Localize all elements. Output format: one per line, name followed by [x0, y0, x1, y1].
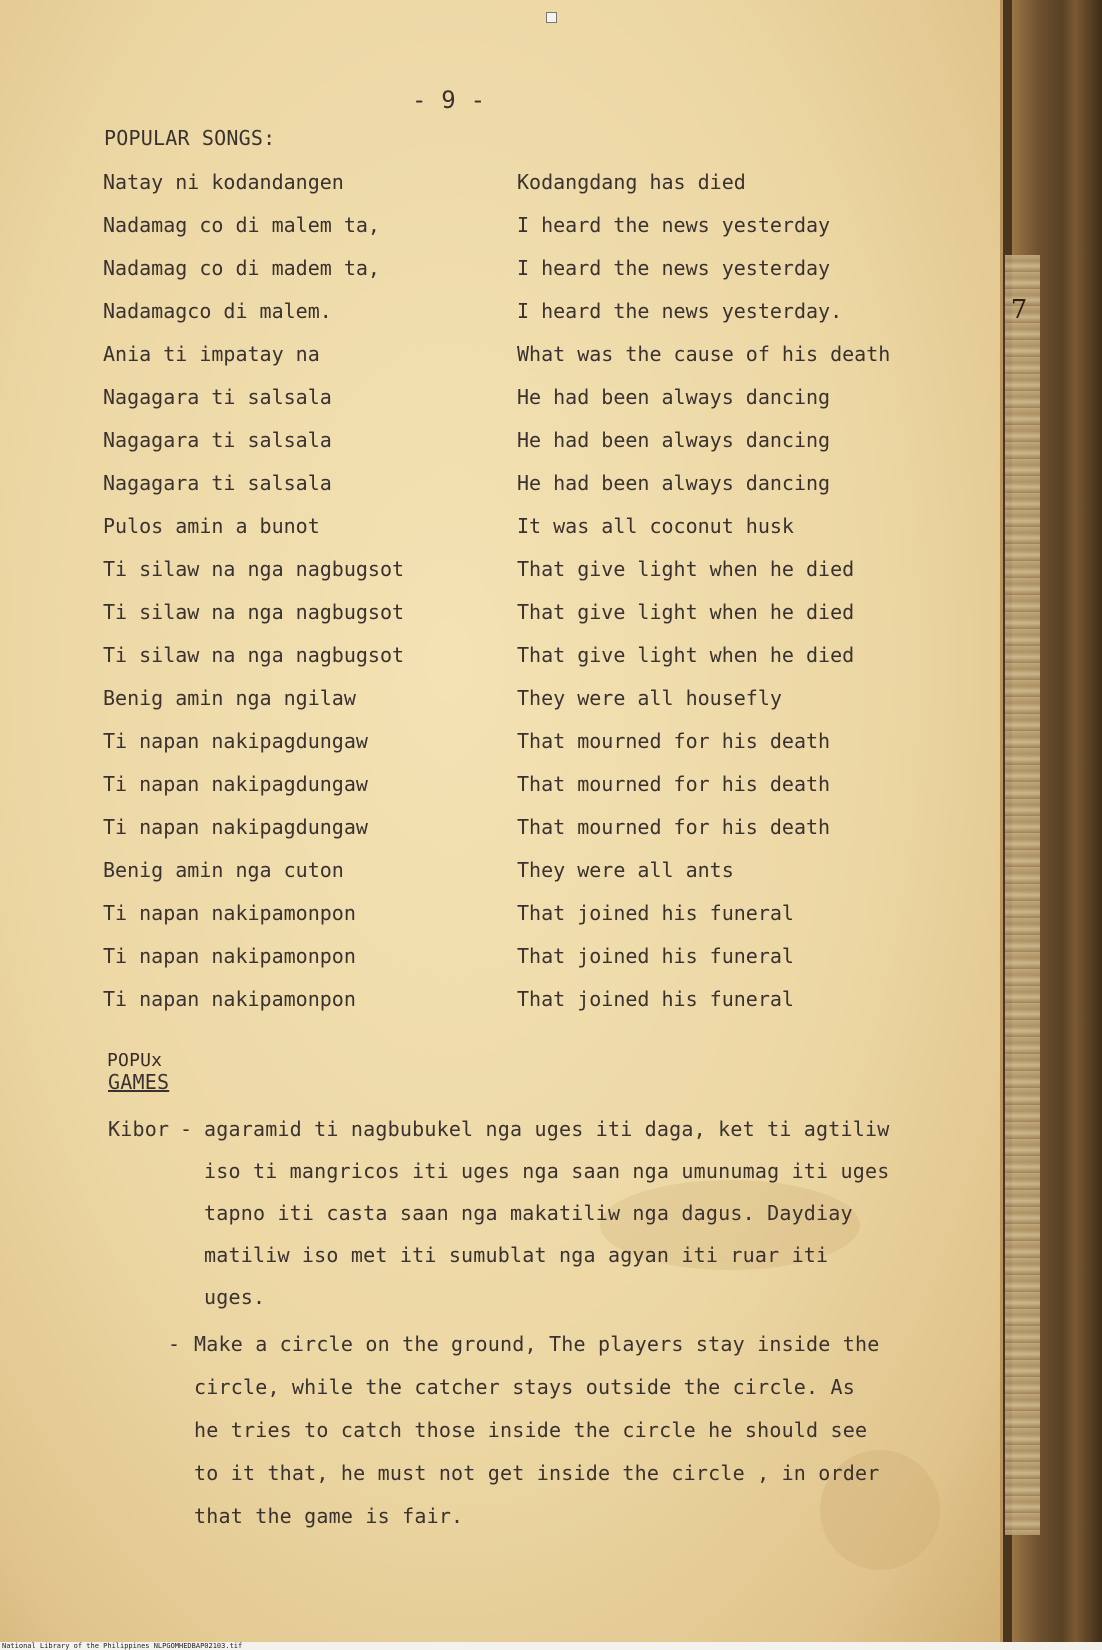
song-line-native: Ti silaw na nga nagbugsot	[103, 600, 405, 624]
song-row	[103, 514, 923, 557]
song-line-english: That give light when he died	[517, 643, 855, 667]
song-line-native: Ti silaw na nga nagbugsot	[103, 557, 405, 581]
song-row	[103, 213, 923, 256]
song-row	[103, 557, 923, 600]
song-line-english: I heard the news yesterday	[517, 213, 831, 237]
song-row	[103, 299, 923, 342]
song-line-native: Ania ti impatay na	[103, 342, 320, 366]
song-line-native: Nadamag co di madem ta,	[103, 256, 380, 280]
song-line-english: That mourned for his death	[517, 815, 831, 839]
song-line-native: Ti napan nakipamonpon	[103, 944, 356, 968]
game-native-line: uges.	[204, 1285, 266, 1309]
song-row	[103, 901, 923, 944]
section-heading: POPULAR SONGS:	[104, 126, 276, 150]
song-line-native: Nagagara ti salsala	[103, 471, 332, 495]
song-row	[103, 428, 923, 471]
song-line-english: They were all housefly	[517, 686, 782, 710]
song-lyrics-table	[103, 170, 923, 1030]
games-heading: GAMES	[108, 1070, 170, 1094]
song-row	[103, 471, 923, 514]
song-row	[103, 342, 923, 385]
song-row	[103, 643, 923, 686]
game-native-line: matiliw iso met iti sumublat nga agyan iti ruar iti	[204, 1243, 829, 1267]
song-line-native: Nadamagco di malem.	[103, 299, 332, 323]
struck-heading: POPUx	[107, 1050, 163, 1071]
song-line-english: That joined his funeral	[517, 944, 794, 968]
song-line-native: Ti napan nakipagdungaw	[103, 815, 368, 839]
song-row	[103, 944, 923, 987]
song-line-english: That joined his funeral	[517, 987, 794, 1011]
game-dash: -	[180, 1117, 193, 1141]
song-line-native: Ti silaw na nga nagbugsot	[103, 643, 405, 667]
game-english-line: he tries to catch those inside the circle he should see	[194, 1418, 868, 1442]
song-line-english: I heard the news yesterday	[517, 256, 831, 280]
song-row	[103, 170, 923, 213]
song-line-native: Ti napan nakipagdungaw	[103, 729, 368, 753]
song-row	[103, 686, 923, 729]
index-tab-label: 7	[1010, 295, 1028, 325]
song-line-english: That give light when he died	[517, 600, 855, 624]
song-line-english: What was the cause of his death	[517, 342, 891, 366]
song-line-english: That joined his funeral	[517, 901, 794, 925]
song-line-english: He had been always dancing	[517, 471, 831, 495]
song-line-native: Benig amin nga cuton	[103, 858, 344, 882]
song-row	[103, 729, 923, 772]
song-row	[103, 815, 923, 858]
song-line-english: He had been always dancing	[517, 428, 831, 452]
game-term: Kibor	[108, 1117, 170, 1141]
song-line-english: It was all coconut husk	[517, 514, 794, 538]
song-line-english: Kodangdang has died	[517, 170, 746, 194]
song-row	[103, 858, 923, 901]
english-dash: -	[168, 1332, 181, 1356]
song-line-english: He had been always dancing	[517, 385, 831, 409]
song-line-native: Nagagara ti salsala	[103, 428, 332, 452]
song-line-native: Pulos amin a bunot	[103, 514, 320, 538]
footer-strip	[0, 1642, 1102, 1650]
game-english-line: that the game is fair.	[194, 1504, 464, 1528]
page-number: - 9 -	[412, 86, 486, 114]
song-line-native: Benig amin nga ngilaw	[103, 686, 356, 710]
song-line-english: I heard the news yesterday.	[517, 299, 843, 323]
game-native-line: agaramid ti nagbubukel nga uges iti daga, ket ti agtiliw	[204, 1117, 890, 1141]
song-row	[103, 385, 923, 428]
song-line-english: That mourned for his death	[517, 772, 831, 796]
song-line-english: That mourned for his death	[517, 729, 831, 753]
game-native-line: iso ti mangricos iti uges nga saan nga umunumag iti uges	[204, 1159, 890, 1183]
song-row	[103, 256, 923, 299]
song-line-native: Natay ni kodandangen	[103, 170, 344, 194]
game-english-line: to it that, he must not get inside the circle , in order	[194, 1461, 880, 1485]
song-line-native: Ti napan nakipagdungaw	[103, 772, 368, 796]
song-line-english: That give light when he died	[517, 557, 855, 581]
song-line-native: Ti napan nakipamonpon	[103, 901, 356, 925]
song-line-english: They were all ants	[517, 858, 734, 882]
song-line-native: Nadamag co di malem ta,	[103, 213, 380, 237]
song-row	[103, 772, 923, 815]
song-line-native: Nagagara ti salsala	[103, 385, 332, 409]
song-line-native: Ti napan nakipamonpon	[103, 987, 356, 1011]
index-tab-edge	[1005, 255, 1040, 1535]
binding-hole	[546, 12, 557, 23]
song-row	[103, 987, 923, 1030]
game-english-line: circle, while the catcher stays outside the circle. As	[194, 1375, 856, 1399]
game-native-line: tapno iti casta saan nga makatiliw nga dagus. Daydiay	[204, 1201, 853, 1225]
song-row	[103, 600, 923, 643]
footer-caption: National Library of the Philippines NLPGOMHEDBAP02103.tif	[2, 1642, 243, 1650]
game-english-line: Make a circle on the ground, The players stay inside the	[194, 1332, 880, 1356]
